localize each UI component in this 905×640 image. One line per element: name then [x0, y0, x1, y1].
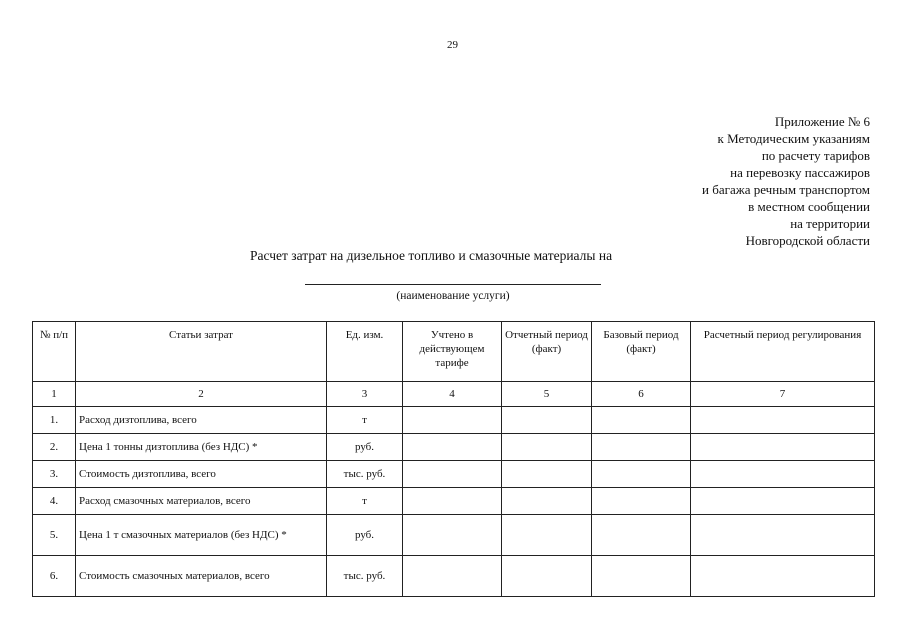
value-cell-base-period[interactable]	[592, 488, 691, 515]
column-header-cost-item: Статьи затрат	[76, 322, 327, 382]
value-cell-reporting-period[interactable]	[502, 434, 592, 461]
document-title: Расчет затрат на дизельное топливо и смазочные материалы на	[250, 248, 613, 263]
row-number: 5.	[33, 515, 76, 556]
cost-item: Стоимость смазочных материалов, всего	[76, 556, 327, 597]
table-row	[33, 407, 875, 434]
column-header-number: № п/п	[33, 322, 76, 382]
value-cell-base-period[interactable]	[592, 407, 691, 434]
service-name-blank-line	[305, 284, 601, 285]
column-number: 4	[403, 382, 502, 407]
row-number: 1.	[33, 407, 76, 434]
page-number: 29	[447, 39, 458, 51]
value-cell-in-current-tariff[interactable]	[403, 556, 502, 597]
cost-item: Цена 1 тонны дизтоплива (без НДС) *	[76, 434, 327, 461]
cost-item: Цена 1 т смазочных материалов (без НДС) *	[76, 515, 327, 556]
table-row	[33, 461, 875, 488]
appendix-line: и багажа речным транспортом	[702, 182, 870, 197]
value-cell-base-period[interactable]	[592, 461, 691, 488]
appendix-line: по расчету тарифов	[761, 148, 870, 163]
value-cell-reporting-period[interactable]	[502, 461, 592, 488]
column-header-base-period: Базовый период (факт)	[592, 322, 691, 382]
row-number: 2.	[33, 434, 76, 461]
value-cell-in-current-tariff[interactable]	[403, 488, 502, 515]
column-header-regulation-period: Расчетный период регулирования	[691, 322, 875, 382]
value-cell-reporting-period[interactable]	[502, 488, 592, 515]
column-numbers-row	[33, 382, 875, 407]
unit: руб.	[327, 434, 403, 461]
appendix-line: в местном сообщении	[748, 199, 870, 214]
value-cell-in-current-tariff[interactable]	[403, 515, 502, 556]
appendix-line: Приложение № 6	[774, 114, 870, 129]
unit: тыс. руб.	[327, 556, 403, 597]
value-cell-base-period[interactable]	[592, 515, 691, 556]
column-header-reporting-period: Отчетный период (факт)	[502, 322, 592, 382]
table-row	[33, 515, 875, 556]
unit: т	[327, 407, 403, 434]
row-number: 6.	[33, 556, 76, 597]
unit: руб.	[327, 515, 403, 556]
value-cell-regulation-period[interactable]	[691, 515, 875, 556]
column-number: 3	[327, 382, 403, 407]
service-name-caption: (наименование услуги)	[396, 290, 510, 302]
cost-item: Стоимость дизтоплива, всего	[76, 461, 327, 488]
column-number: 5	[502, 382, 592, 407]
row-number: 4.	[33, 488, 76, 515]
appendix-line: на территории	[790, 216, 870, 231]
column-number: 2	[76, 382, 327, 407]
value-cell-reporting-period[interactable]	[502, 515, 592, 556]
table-row	[33, 488, 875, 515]
table-row	[33, 556, 875, 597]
value-cell-reporting-period[interactable]	[502, 407, 592, 434]
cost-table	[32, 321, 875, 597]
column-number: 6	[592, 382, 691, 407]
appendix-line: Новгородской области	[745, 233, 870, 248]
unit: т	[327, 488, 403, 515]
appendix-line: на перевозку пассажиров	[730, 165, 870, 180]
value-cell-reporting-period[interactable]	[502, 556, 592, 597]
value-cell-in-current-tariff[interactable]	[403, 434, 502, 461]
table-row	[33, 434, 875, 461]
column-header-unit: Ед. изм.	[327, 322, 403, 382]
value-cell-regulation-period[interactable]	[691, 488, 875, 515]
unit: тыс. руб.	[327, 461, 403, 488]
value-cell-in-current-tariff[interactable]	[403, 407, 502, 434]
value-cell-base-period[interactable]	[592, 434, 691, 461]
column-header-in-current-tariff: Учтено в действующем тарифе	[403, 322, 502, 382]
value-cell-in-current-tariff[interactable]	[403, 461, 502, 488]
column-number: 7	[691, 382, 875, 407]
value-cell-base-period[interactable]	[592, 556, 691, 597]
cost-item: Расход смазочных материалов, всего	[76, 488, 327, 515]
value-cell-regulation-period[interactable]	[691, 434, 875, 461]
appendix-note	[702, 113, 870, 249]
value-cell-regulation-period[interactable]	[691, 556, 875, 597]
table-header-row	[33, 322, 875, 382]
value-cell-regulation-period[interactable]	[691, 461, 875, 488]
row-number: 3.	[33, 461, 76, 488]
column-number: 1	[33, 382, 76, 407]
value-cell-regulation-period[interactable]	[691, 407, 875, 434]
cost-item: Расход дизтоплива, всего	[76, 407, 327, 434]
appendix-line: к Методическим указаниям	[717, 131, 870, 146]
